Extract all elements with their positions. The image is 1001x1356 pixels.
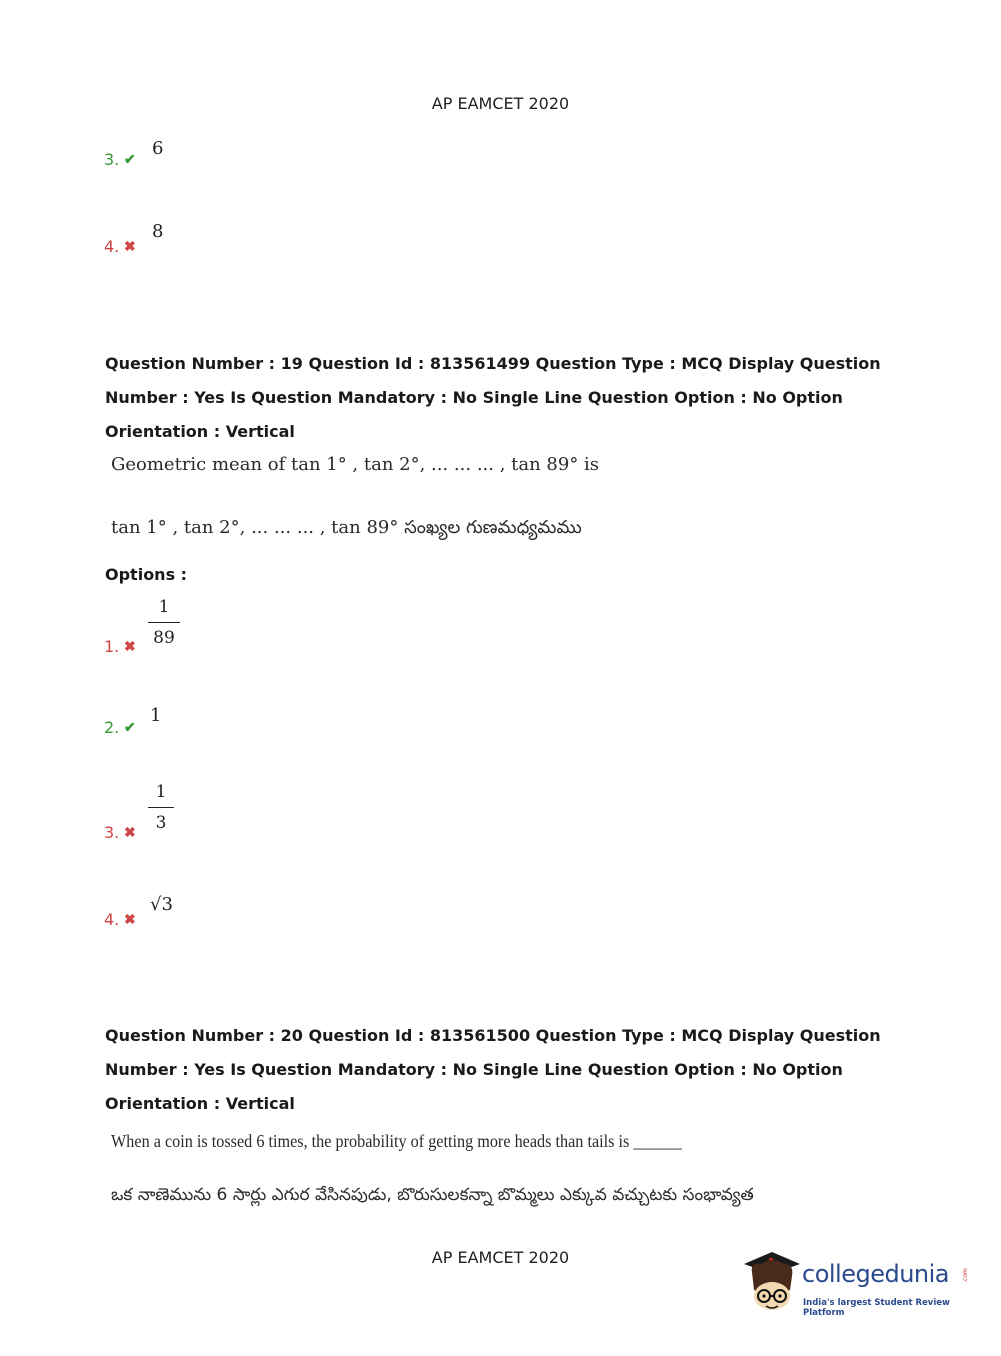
question-19-text-english: Geometric mean of tan 1° , tan 2°, ... ... ... , tan 89° is — [111, 454, 600, 475]
fraction — [148, 595, 180, 650]
fraction-bar — [148, 622, 180, 623]
option-number: 4. — [104, 237, 120, 256]
question-19-meta — [105, 347, 885, 449]
option-value: 1 — [150, 705, 162, 726]
page-footer: AP EAMCET 2020 — [431, 1248, 570, 1267]
logo-suffix: .com — [961, 1268, 969, 1283]
option-number: 3. — [104, 150, 120, 169]
options-label: Options : — [105, 565, 188, 584]
meta-line: Question Number : 20 Question Id : 813561500 Question Type : MCQ Display Question — [105, 1026, 881, 1045]
question-20-text-english: When a coin is tossed 6 times, the probability of getting more heads than tails is ______ — [111, 1131, 682, 1151]
mascot-icon — [742, 1250, 802, 1320]
meta-line: Number : Yes Is Question Mandatory : No Single Line Question Option : No Option — [105, 388, 843, 407]
collegedunia-logo — [742, 1250, 972, 1320]
logo-tagline: India's largest Student Review Platform — [803, 1298, 950, 1318]
question-20-text-telugu: ఒక నాణెమును 6 సార్లు ఎగుర వేసినపుడు, బొరుసులకన్నా బొమ్మలు ఎక్కువ వచ్చుటకు సంభావ్యత — [111, 1185, 754, 1205]
option-value: √3 — [150, 894, 173, 915]
option-value: 6 — [152, 138, 164, 159]
question-19-text-telugu: tan 1° , tan 2°, ... ... ... , tan 89° సంఖ్యల గుణమధ్యమము — [111, 517, 582, 538]
logo-wordmark: collegedunia — [802, 1260, 950, 1288]
option-number: 4. — [104, 910, 120, 929]
page-header: AP EAMCET 2020 — [431, 94, 570, 113]
cross-icon: ✖ — [124, 238, 136, 254]
cross-icon: ✖ — [124, 638, 136, 654]
option-number: 3. — [104, 823, 120, 842]
option-number: 1. — [104, 637, 120, 656]
numerator: 1 — [158, 597, 170, 617]
cross-icon: ✖ — [124, 911, 136, 927]
fraction-bar — [148, 807, 174, 808]
meta-line: Orientation : Vertical — [105, 1094, 295, 1113]
meta-line: Number : Yes Is Question Mandatory : No Single Line Question Option : No Option — [105, 1060, 843, 1079]
denominator: 89 — [153, 628, 175, 648]
cross-icon: ✖ — [124, 824, 136, 840]
numerator: 1 — [155, 782, 167, 802]
option-value: 8 — [152, 221, 164, 242]
meta-line: Question Number : 19 Question Id : 813561499 Question Type : MCQ Display Question — [105, 354, 881, 373]
option-number: 2. — [104, 718, 120, 737]
denominator: 3 — [155, 813, 167, 833]
meta-line: Orientation : Vertical — [105, 422, 295, 441]
fraction — [148, 780, 174, 835]
check-icon: ✔ — [124, 151, 136, 167]
question-20-meta — [105, 1019, 885, 1121]
check-icon: ✔ — [124, 719, 136, 735]
